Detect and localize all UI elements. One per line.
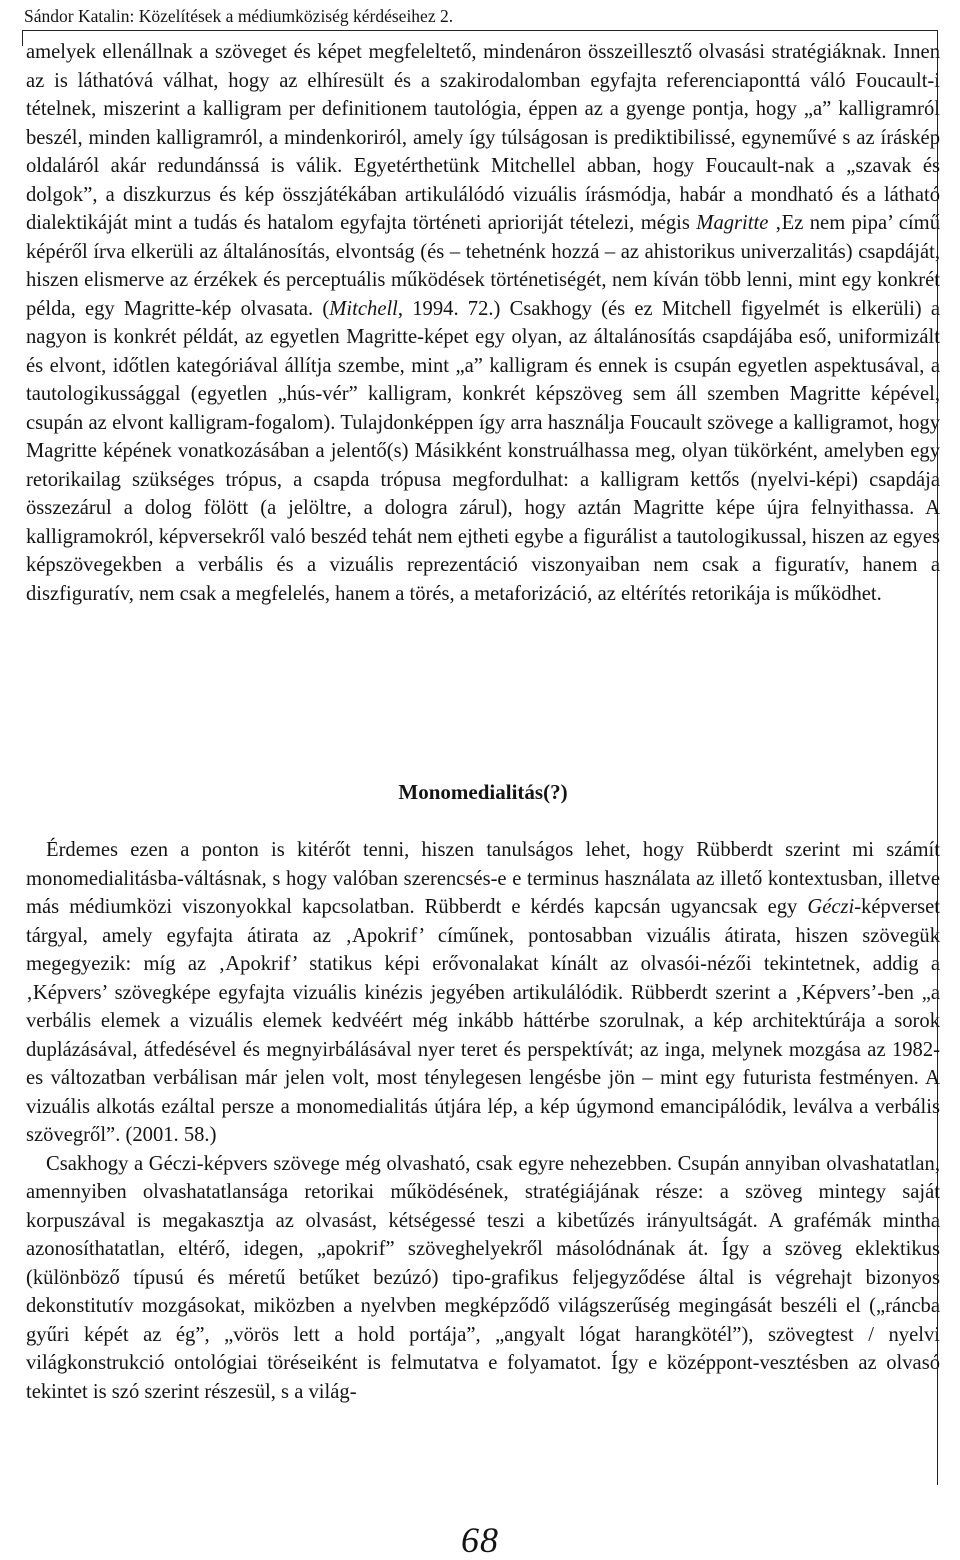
- text-run: ‚Ez nem pipa’ című képéről írva elkerüli az általánosítás, elvontság (és – tehetnénk hozzá – az ahistorikus univerzalitás) csapdáját, hiszen elismerve az érzékek és perceptuális működések történetiségét, nem kíván több lenni, mint egy konkrét példa, egy Magritte-kép olvasata. (: [26, 212, 940, 320]
- section-heading: Monomedialitás(?): [398, 780, 568, 804]
- text-run: amelyek ellenállnak a szöveget és képet megfeleltető, mindenáron összeillesztő olvasási stratégiáknak. Innen az is láthatóvá válhat, hogy az elhíresült és a szakirodalomban egyfajta referenciaponttá váló Foucault-i tételnek, miszerint a kalligram per definitionem tautológia, éppen az a gyenge pontja, hogy „a” kalligramról beszél, minden kalligramról, a mindenkoriról, amely így túlságosan is prediktibilissé, egyneművé s az íráskép oldaláról akár redundánssá is válik. Egyetérthetünk Mitchellel abban, hogy Foucault-nak a „szavak és dolgok”, a diszkurzus és kép összjátékában artikulálódó vizuális írásmódja, habár a mondható és a látható dialektikáját mint a tudás és hatalom egyfajta történeti aprioriját tételezi, mégis: [26, 41, 940, 234]
- header-rule: [22, 30, 938, 31]
- italic-run: Magritte: [696, 212, 769, 234]
- text-run: Érdemes ezen a ponton is kitérőt tenni, hiszen tanulságos lehet, hogy Rübberdt szerint mi számít monomedialitásba-váltásnak, s hogy valóban szerencsés-e e terminus használata az illető kontextusban, illetve más médiumközi viszonyokkal kapcsolatban. Rübberdt e kérdés kapcsán ugyancsak egy: [26, 839, 940, 918]
- text-run: , 1994. 72.) Csakhogy (és ez Mitchell figyelmét is elkerüli) a nagyon is konkrét példát, az egyetlen Magritte-képet egy olyan, az általánosítás csapdájába eső, uniformizált és elvont, időtlen kategóriával állítja szembe, mint „a” kalligram és ennek is csupán egyetlen aspektusával, a tautologikussággal (egyetlen „hús-vér” kalligram, konkrét képszöveg sem áll szemben Magritte képével, csupán az elvont kalligram-fogalom). Tulajdonképpen így arra használja Foucault szövege a kalligramot, hogy Magritte képének vonatkozásában a jelentő(s) Másikként konstruálhassa meg, olyan tükörként, amelyben egy retorikailag szükséges trópus, a csapda trópusa megfordulhat: a kalligram kettős (nyelvi-képi) csapdája összezárul a dolog fölött (a jelöltre, a dologra zárul), hogy aztán Magritte képe újra felnyithassa. A kalligramokról, képversekről való beszéd tehát nem ejtheti egybe a figurálist a tautologikussal, hiszen az egyes képszövegekben a verbális és a vizuális reprezentáció viszonyaiban nem csak a figuratív, hanem a diszfiguratív, nem csak a megfelelés, hanem a törés, a metaforizáció, az eltérítés retorikája is működhet.: [26, 297, 941, 605]
- paragraph: [26, 836, 940, 1150]
- body-text-block-2: [26, 836, 940, 1406]
- text-run: -képverset tárgyal, amely egyfajta átirata az ‚Apokrif’ címűnek, pontosabban vizuális átirata, hiszen szövegük megegyezik: míg az ‚Apokrif’ statikus képi erővonalakat kínált az olvasói-nézői tekintetnek, addig a ‚Képvers’ szövegképe egyfajta vizuális kinézis jegyében artikulálódik. Rübberdt szerint a ‚Képvers’-ben „a verbális elemek a vizuális elemek kedvéért még inkább háttérbe szorulnak, a kép architektúrája a sorok duplázásával, átfedésével és megnyirbálásával nyer teret és perspektívát; az inga, melynek mozgása az 1982-es változatban verbálisan már jelen volt, most ténylegesen lengésbe jön – mint egy futurista festményen. A vizuális alkotás ezáltal persze a monomedialitás útjára lép, a kép úgymond emancipálódik, leválva a verbális szövegről”. (2001. 58.): [26, 896, 940, 1146]
- italic-run: Géczi: [807, 896, 855, 918]
- italic-run: Mitchell: [329, 297, 398, 320]
- body-text-block-1: [26, 38, 940, 608]
- page-number: 68: [461, 1520, 499, 1560]
- text-run: Csakhogy a Géczi-képvers szövege még olvasható, csak egyre nehezebben. Csupán annyiban olvashatatlan, amennyiben olvashatatlansága retorikai működésének, stratégiájának része: a szöveg mintegy saját korpuszával is megakasztja az olvasást, kétségessé teszi a kibetűzés irányultságát. A grafémák mintha azonosíthatatlan, eltérő, idegen, „apokrif” szöveghelyekről másolódnának át. Így a szöveg eklektikus (különböző típusú és méretű betűket bezúzó) tipo-grafikus feljegyződése által is végrehajt bizonyos dekonstitutív mozgásokat, miközben a nyelvben megképződő világszerűség megingását beszéli el („ráncba gyűri képét az ég”, „vörös lett a hold portája”, „angyalt lógat harangkötél”), szövegtest / nyelvi világkonstrukció ontológiai töréseiként is felmutatva e folyamatot. Így e középpont-vesztésben az olvasó tekintet is szó szerint részesül, s a világ-: [26, 1152, 940, 1403]
- header-rule-left-tick: [22, 30, 23, 46]
- paragraph: [26, 1150, 940, 1407]
- running-header: Sándor Katalin: Közelítések a médiumköziség kérdéseihez 2.: [24, 6, 454, 26]
- paragraph: [26, 38, 940, 608]
